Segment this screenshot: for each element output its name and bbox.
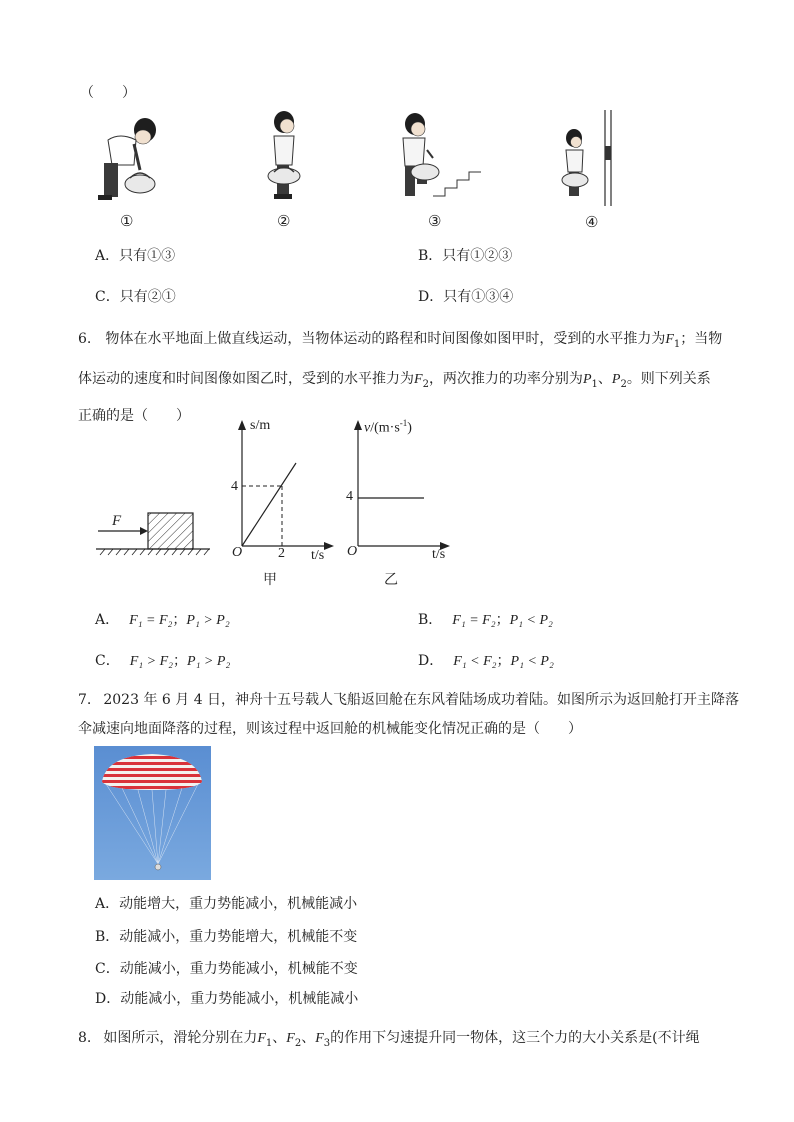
q6-stem-2c: 、: [597, 371, 612, 387]
q6-jia-xlabel: t/s: [311, 548, 325, 563]
q6-jia-y-tick: 4: [231, 479, 238, 494]
q6-block: [148, 513, 193, 549]
q5-option-a[interactable]: [95, 245, 175, 265]
q7-line-2: 伞减速向地面降落的过程，则该过程中返回舱的机械能变化情况正确的是（ ）: [78, 721, 582, 737]
q6-line-2: [78, 368, 711, 390]
q5-figure-1-label: ①: [120, 212, 134, 230]
q6-stem-2b: ，两次推力的功率分别为: [428, 371, 583, 387]
q7-option-a-text: 动能增大，重力势能减小，机械能减小: [119, 896, 358, 912]
q6-option-c-rel1: F₁ > F₂: [129, 654, 174, 669]
q5-figure-3-label: ③: [428, 212, 442, 230]
q6-graph-yi: [340, 418, 460, 558]
q6-option-b-letter: B．: [418, 612, 443, 628]
q6-var-p2-sub: 2: [620, 378, 627, 390]
q7-option-d[interactable]: [95, 988, 358, 1008]
q6-force-label: F: [112, 513, 122, 529]
q5-option-c-text: 只有②①: [119, 289, 176, 305]
q6-var-p1-sub: 1: [591, 378, 598, 390]
q6-stem-2d: 。则下列关系: [626, 371, 711, 387]
q5-option-d-text: 只有①③④: [443, 289, 514, 305]
q6-option-a-sep: ；: [172, 612, 187, 628]
q6-jia-x-tick: 2: [278, 546, 285, 561]
q6-yi-y-tick: 4: [346, 489, 353, 504]
q6-line-3: 正确的是（ ）: [78, 408, 190, 424]
q8-line-1: [78, 1027, 700, 1049]
q8-sep-1: 、: [272, 1030, 287, 1046]
q6-yi-ylabel: $v/(m\cdot s^{-1})$: [364, 418, 412, 436]
q5-option-d-letter: D．: [418, 289, 444, 305]
q7-option-a[interactable]: [95, 893, 357, 913]
q6-var-f2: F: [414, 372, 423, 387]
q6-block-diagram: [96, 500, 216, 560]
q6-jia-origin: O: [232, 545, 243, 560]
q8-var-f3: F: [315, 1031, 324, 1046]
q6-option-a-rel2: P₁ > P₂: [186, 613, 230, 628]
q7-option-d-text: 动能减小，重力势能减小，机械能减小: [120, 991, 359, 1007]
q5-option-c-letter: C．: [95, 289, 120, 305]
q6-line-1: [78, 328, 722, 350]
q7-option-b[interactable]: [95, 926, 357, 946]
q7-number: 7.: [78, 692, 92, 708]
q5-figure-4: [558, 110, 618, 208]
q5-figure-4-label: ④: [585, 213, 599, 231]
q5-option-b-text: 只有①②③: [442, 248, 513, 264]
q6-stem-1a: 物体在水平地面上做直线运动，当物体运动的路程和时间图像如图甲时，受到的水平推力为: [105, 331, 666, 347]
q7-parachute-photo: [94, 746, 211, 880]
q6-option-a-rel1: F₁ = F₂: [129, 613, 173, 628]
q8-sep-2: 、: [301, 1030, 316, 1046]
q6-option-b[interactable]: [418, 609, 553, 629]
q7-option-b-letter: B．: [95, 929, 120, 945]
q6-option-b-rel1: F₁ = F₂: [452, 613, 496, 628]
q6-option-b-rel2: P₁ < P₂: [509, 613, 553, 628]
q5-option-b-letter: B．: [418, 248, 443, 264]
q6-jia-ylabel: s/m: [250, 418, 271, 433]
q8-var-f1-sub: 1: [265, 1037, 273, 1049]
q6-yi-xlabel: t/s: [432, 547, 446, 562]
q8-var-f1: F: [257, 1031, 266, 1046]
q6-var-f1: F: [665, 332, 674, 347]
q8-var-f3-sub: 3: [323, 1037, 331, 1049]
q6-jia-caption: 甲: [263, 572, 277, 588]
q6-stem-1b: ；当物: [680, 331, 723, 347]
q5-answer-paren: （ ）: [80, 85, 136, 101]
q8-number: 8.: [78, 1030, 92, 1046]
q6-option-d-letter: D．: [418, 653, 444, 669]
q6-graph-jia: [224, 418, 344, 558]
q6-jia-line: [242, 463, 296, 546]
q6-var-p2: P: [611, 372, 621, 387]
q6-option-c-rel2: P₁ > P₂: [187, 654, 231, 669]
q7-option-d-letter: D．: [95, 991, 121, 1007]
q6-number: 6.: [78, 331, 92, 347]
q7-option-c-text: 动能减小，重力势能减小，机械能不变: [119, 961, 358, 977]
q6-var-f1-sub: 1: [673, 338, 681, 350]
q8-var-f2-sub: 2: [294, 1037, 302, 1049]
q6-option-a-letter: A．: [95, 612, 120, 628]
q7-line-1: [78, 689, 739, 709]
q5-figure-1: [90, 110, 170, 205]
q6-option-c-letter: C．: [95, 653, 120, 669]
q5-option-b[interactable]: [418, 245, 512, 265]
q6-stem-2a: 体运动的速度和时间图像如图乙时，受到的水平推力为: [78, 371, 414, 387]
q6-option-d-rel2: P₁ < P₂: [510, 654, 554, 669]
q8-stem-b: 的作用下匀速提升同一物体，这三个力的大小关系是(不计绳: [330, 1030, 700, 1046]
q5-option-a-letter: A．: [95, 248, 120, 264]
q7-stem-1: 2023 年 6 月 4 日，神舟十五号载人飞船返回舱在东风着陆场成功着陆。如图所示为返回舱打开主降落: [103, 692, 740, 708]
q5-figure-3: [395, 110, 485, 205]
q6-option-b-sep: ；: [495, 612, 510, 628]
q6-option-d[interactable]: [418, 650, 554, 670]
q5-option-c[interactable]: [95, 286, 176, 306]
q7-option-a-letter: A．: [95, 896, 120, 912]
q7-capsule: [155, 864, 161, 870]
q5-figure-2: [262, 110, 307, 205]
q5-option-d[interactable]: [418, 286, 513, 306]
q6-yi-origin: O: [347, 544, 358, 559]
q7-option-c-letter: C．: [95, 961, 120, 977]
q6-option-a[interactable]: [95, 609, 230, 629]
q6-option-d-sep: ；: [496, 653, 511, 669]
q6-option-c[interactable]: [95, 650, 230, 670]
q5-option-a-text: 只有①③: [119, 248, 176, 264]
q8-stem-a: 如图所示，滑轮分别在力: [103, 1030, 258, 1046]
q6-var-f2-sub: 2: [422, 378, 429, 390]
q8-var-f2: F: [286, 1031, 295, 1046]
q7-option-b-text: 动能减小，重力势能增大，机械能不变: [119, 929, 358, 945]
q7-option-c[interactable]: [95, 958, 358, 978]
q6-option-d-rel1: F₁ < F₂: [453, 654, 497, 669]
q6-option-c-sep: ；: [173, 653, 188, 669]
q6-yi-caption: 乙: [384, 572, 398, 588]
q5-figure-2-label: ②: [277, 212, 291, 230]
q6-var-p1: P: [582, 372, 592, 387]
